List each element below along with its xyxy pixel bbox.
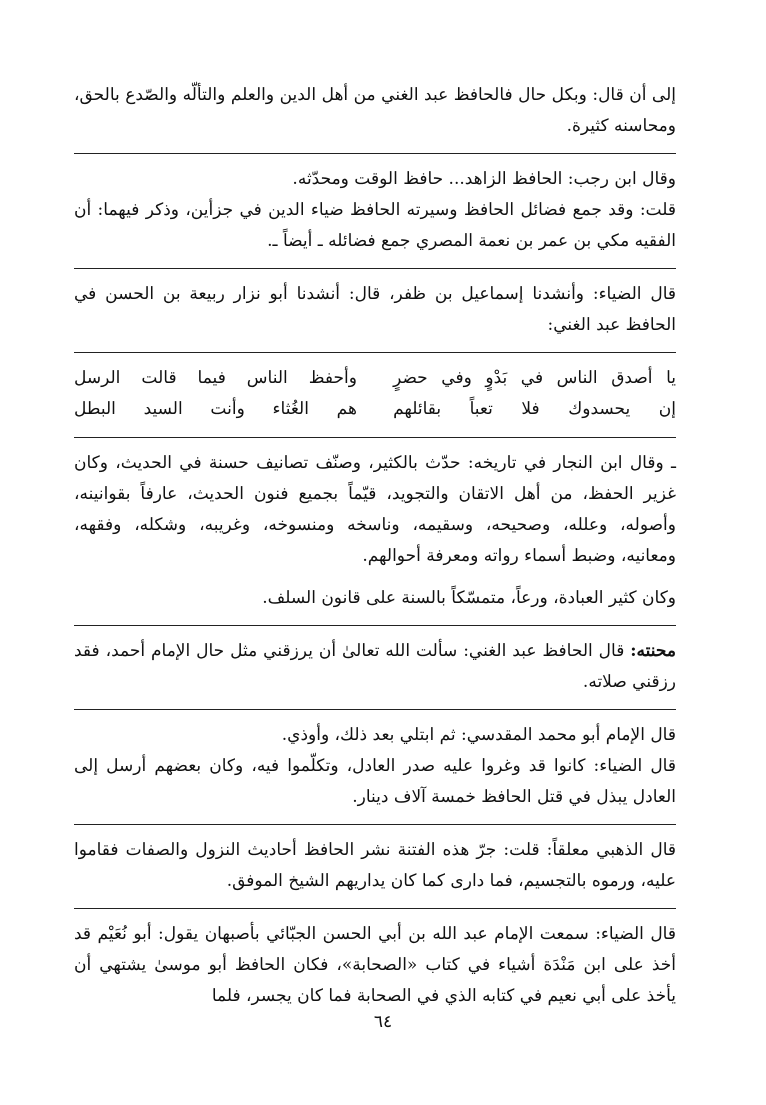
poem-verse xyxy=(74,394,676,425)
divider xyxy=(74,625,676,626)
paragraph-4: قال الضياء: وأنشدنا إسماعيل بن ظفر، قال: أنشدنا أبو نزار ربيعة بن الحسن في الحافظ عبد الغني: xyxy=(74,284,676,335)
divider xyxy=(74,908,676,909)
divider xyxy=(74,437,676,438)
mihna-text: قال الحافظ عبد الغني: سألت الله تعالىٰ أن يرزقني مثل حال الإمام أحمد، فقد رزقني صلاته. xyxy=(74,641,676,692)
paragraph-2: وقال ابن رجب: الحافظ الزاهد... حافظ الوقت ومحدّثه. xyxy=(292,169,676,189)
poem-second-hemistich: هم الغُثاء وأنت السيد البطل xyxy=(74,399,357,419)
page-body xyxy=(74,80,676,1023)
divider xyxy=(74,268,676,269)
divider xyxy=(74,709,676,710)
paragraph-7: قال الإمام أبو محمد المقدسي: ثم ابتلي بعد ذلك، وأوذي. xyxy=(281,725,676,745)
section-heading: محنته: xyxy=(630,641,676,661)
paragraph-6: وكان كثير العبادة، ورعاً، متمسّكاً بالسنة على قانون السلف. xyxy=(262,588,676,608)
paragraph-10: قال الضياء: سمعت الإمام عبد الله بن أبي الحسن الجبّائي بأصبهان يقول: أبو نُعَيْم قد أخذ على ابن مَنْدَة أشياء في كتاب «الصحابة»، فكان الحافظ أبو موسىٰ يشتهي أن يأخذ على أبي نعيم في كتابه الذي في الصحابة فما كان يجسر، فلما xyxy=(74,924,676,1006)
poem-verse xyxy=(74,363,676,394)
page-number: ٦٤ xyxy=(373,1012,393,1032)
poem-first-hemistich: يا أصدق الناس في بَدْوٍ وفي حضرٍ xyxy=(393,368,676,388)
divider xyxy=(74,824,676,825)
paragraph-9: قال الذهبي معلقاً: قلت: جرّ هذه الفتنة نشر الحافظ أحاديث النزول والصفات فقاموا عليه، ورموه بالتجسيم، فما دارى كما كان يداريهم الشيخ الموفق. xyxy=(74,840,676,891)
paragraph-3: قلت: وقد جمع فضائل الحافظ وسيرته الحافظ ضياء الدين في جزأين، وذكر فيهما: أن الفقيه مكي بن عمر بن نعمة المصري جمع فضائله ـ أيضاً ـ. xyxy=(74,200,676,251)
paragraph-8: قال الضياء: كانوا قد وغروا عليه صدر العادل، وتكلّموا فيه، وكان بعضهم أرسل إلى العادل يبذل في قتل الحافظ خمسة آلاف دينار. xyxy=(74,756,676,807)
poem-second-hemistich: وأحفظ الناس فيما قالت الرسل xyxy=(74,368,357,388)
poem xyxy=(74,363,676,425)
mihna-paragraph xyxy=(74,636,676,698)
paragraph-5: ـ وقال ابن النجار في تاريخه: حدّث بالكثير، وصنّف تصانيف حسنة في الحديث، وكان غزير الحفظ، من أهل الاتقان والتجويد، قيّماً بجميع فنون الحديث، عارفاً بقوانينه، وأصوله، وعلله، وصحيحه، وسقيمه، وناسخه ومنسوخه، وغريبه، وشكله، وفقهه، ومعانيه، وضبط أسماء رواته ومعرفة أحوالهم. xyxy=(74,453,676,566)
poem-first-hemistich: إن يحسدوك فلا تعباً بقائلهم xyxy=(393,399,676,419)
divider xyxy=(74,153,676,154)
divider xyxy=(74,352,676,353)
paragraph-1: إلى أن قال: وبكل حال فالحافظ عبد الغني من أهل الدين والعلم والتألّه والصّدع بالحق، ومحاسنه كثيرة. xyxy=(74,85,676,136)
